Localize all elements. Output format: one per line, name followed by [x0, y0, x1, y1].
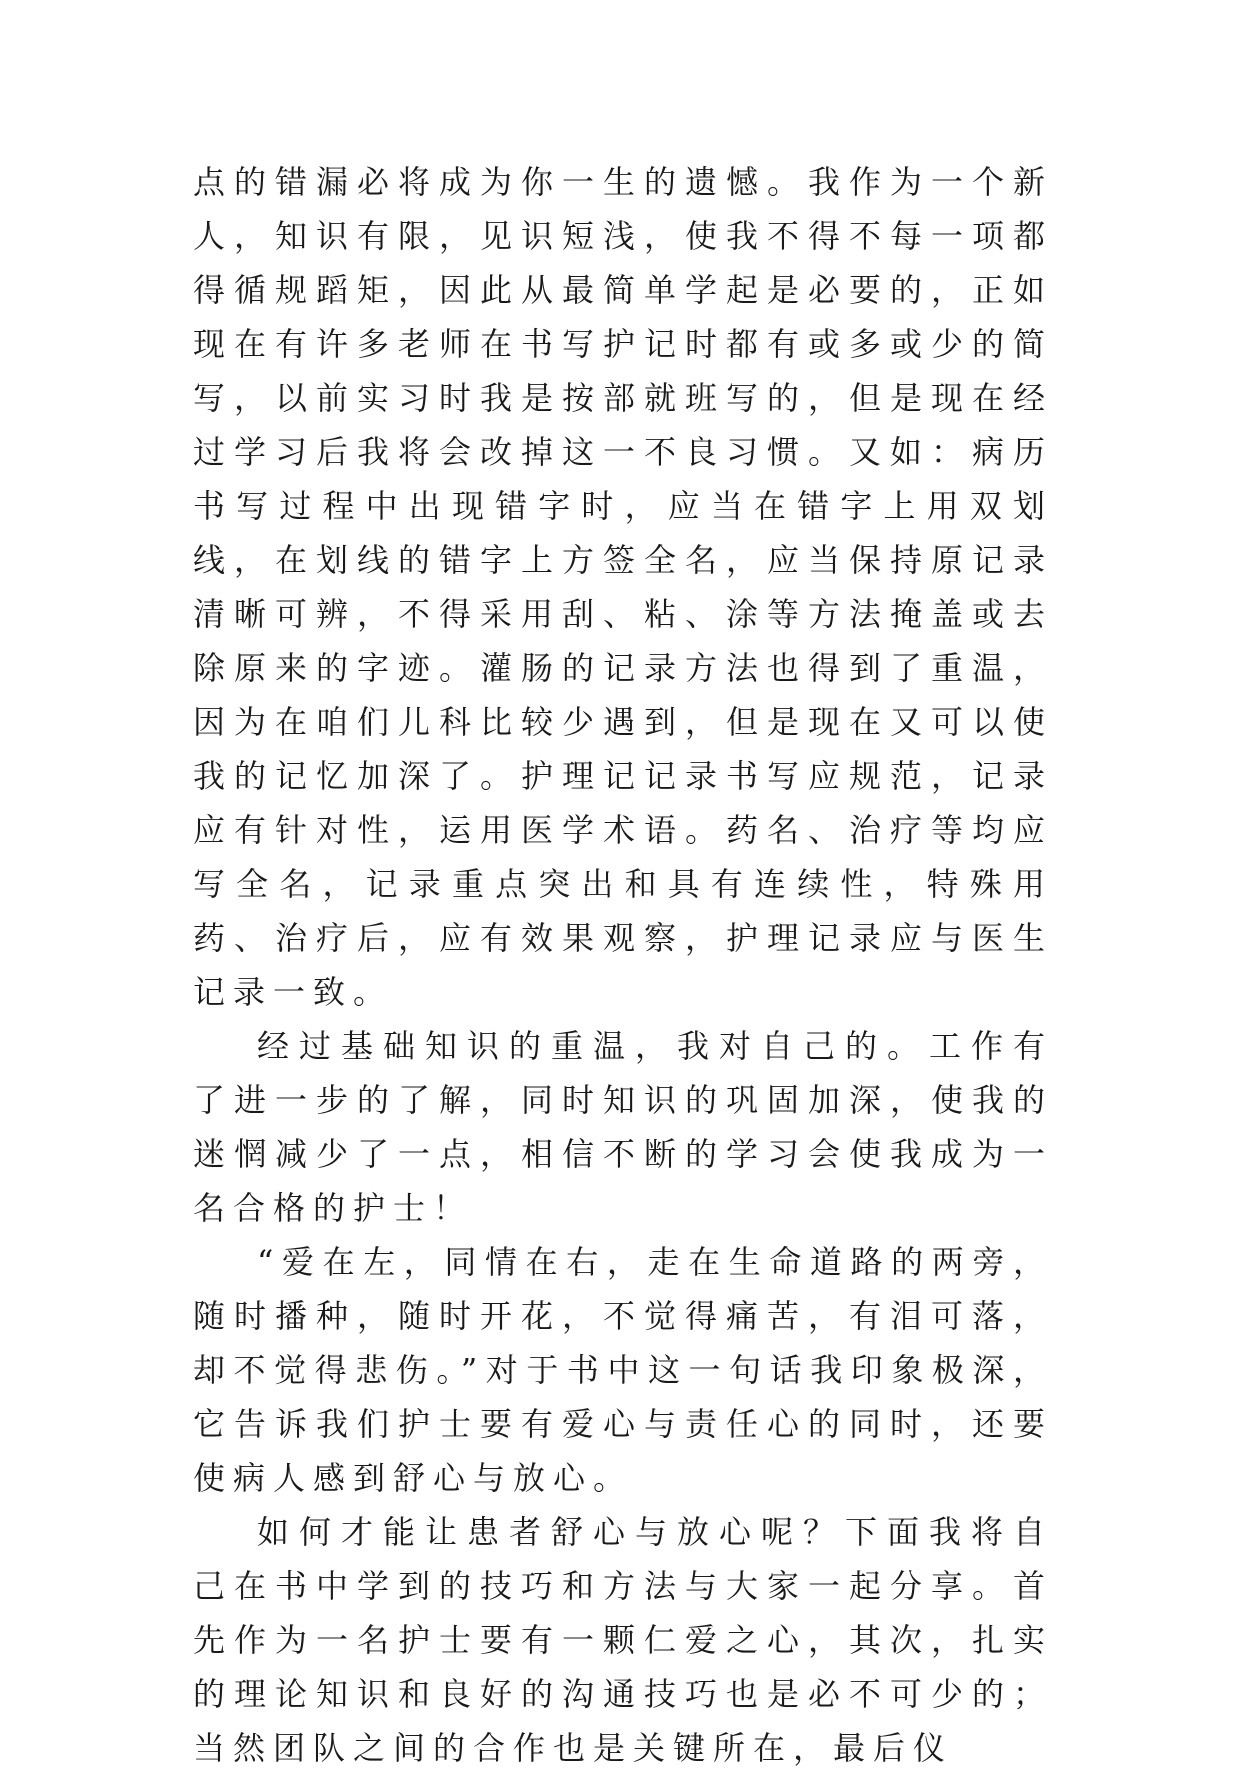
document-body [193, 155, 1053, 1775]
paragraph-1: 点的错漏必将成为你一生的遗憾。我作为一个新人，知识有限，见识短浅，使我不得不每一项都得循规蹈矩，因此从最简单学起是必要的，正如现在有许多老师在书写护记时都有或多或少的简写，以前实习时我是按部就班写的，但是现在经过学习后我将会改掉这一不良习惯。又如：病历书写过程中出现错字时，应当在错字上用双划线，在划线的错字上方签全名，应当保持原记录清晰可辨，不得采用刮、粘、涂等方法掩盖或去除原来的字迹。灌肠的记录方法也得到了重温，因为在咱们儿科比较少遇到，但是现在又可以使我的记忆加深了。护理记记录书写应规范，记录应有针对性，运用医学术语。药名、治疗等均应写全名，记录重点突出和具有连续性，特殊用药、治疗后，应有效果观察，护理记录应与医生记录一致。 [193, 163, 1053, 1011]
paragraph-4: 如何才能让患者舒心与放心呢？下面我将自己在书中学到的技巧和方法与大家一起分享。首先作为一名护士要有一颗仁爱之心，其次，扎实的理论知识和良好的沟通技巧也是必不可少的；当然团队之间的合作也是关键所在，最后仪 [193, 1513, 1053, 1767]
paragraph-3: “爱在左，同情在右，走在生命道路的两旁，随时播种，随时开花，不觉得痛苦，有泪可落，却不觉得悲伤。”对于书中这一句话我印象极深，它告诉我们护士要有爱心与责任心的同时，还要使病人感到舒心与放心。 [193, 1243, 1053, 1497]
paragraph-2: 经过基础知识的重温，我对自己的。工作有了进一步的了解，同时知识的巩固加深，使我的迷惘减少了一点，相信不断的学习会使我成为一名合格的护士！ [193, 1027, 1053, 1227]
